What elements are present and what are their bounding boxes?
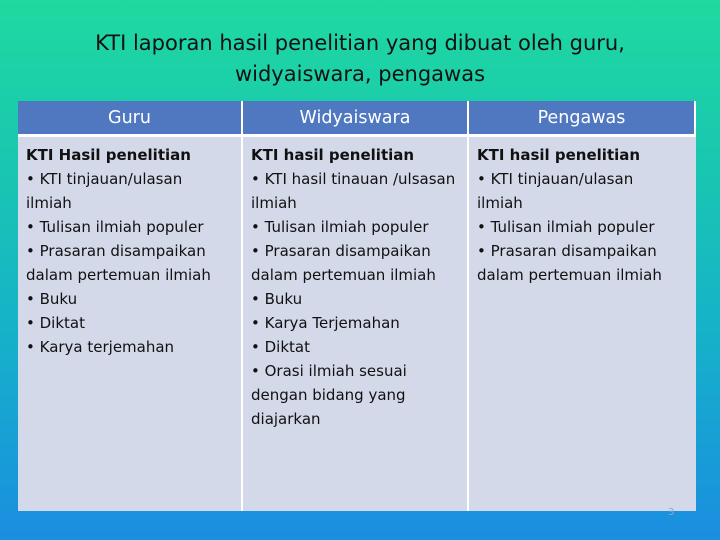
cell-head: KTI Hasil penelitian bbox=[26, 146, 191, 164]
header-guru: Guru bbox=[18, 101, 243, 137]
list-item: • Tulisan ilmiah populer bbox=[26, 218, 204, 236]
header-pengawas: Pengawas bbox=[469, 101, 696, 137]
cell-pengawas bbox=[469, 137, 696, 511]
slide-title bbox=[0, 28, 720, 90]
kti-table bbox=[18, 101, 696, 511]
list-item: • Karya terjemahan bbox=[26, 338, 175, 356]
list-item: diajarkan bbox=[251, 410, 321, 428]
list-item: • Prasaran disampaikan bbox=[477, 242, 657, 260]
list-item: dengan bidang yang bbox=[251, 386, 406, 404]
list-item: • KTI tinjauan/ulasan bbox=[26, 170, 183, 188]
list-item: dalam pertemuan ilmiah bbox=[251, 266, 436, 284]
list-item: ilmiah bbox=[26, 194, 72, 212]
list-item: • Tulisan ilmiah populer bbox=[477, 218, 655, 236]
list-item: • Karya Terjemahan bbox=[251, 314, 400, 332]
title-line-2: widyaiswara, pengawas bbox=[234, 62, 486, 86]
list-item: • Tulisan ilmiah populer bbox=[251, 218, 429, 236]
cell-guru bbox=[18, 137, 243, 511]
list-item: • KTI hasil tinauan /ulsasan bbox=[251, 170, 456, 188]
list-item: • Diktat bbox=[26, 314, 85, 332]
list-item: • Orasi ilmiah sesuai bbox=[251, 362, 407, 380]
list-item: • Diktat bbox=[251, 338, 310, 356]
list-item: dalam pertemuan ilmiah bbox=[477, 266, 662, 284]
list-item: ilmiah bbox=[251, 194, 297, 212]
list-item: • Buku bbox=[26, 290, 78, 308]
list-item: dalam pertemuan ilmiah bbox=[26, 266, 211, 284]
title-line-1: KTI laporan hasil penelitian yang dibuat oleh guru, bbox=[95, 31, 625, 55]
cell-widyaiswara bbox=[243, 137, 469, 511]
cell-head: KTI hasil penelitian bbox=[251, 146, 415, 164]
header-widyaiswara: Widyaiswara bbox=[243, 101, 469, 137]
list-item: • Prasaran disampaikan bbox=[251, 242, 431, 260]
list-item: ilmiah bbox=[477, 194, 523, 212]
page-number: 3 bbox=[668, 507, 675, 518]
list-item: • Buku bbox=[251, 290, 303, 308]
list-item: • KTI tinjauan/ulasan bbox=[477, 170, 634, 188]
cell-head: KTI hasil penelitian bbox=[477, 146, 641, 164]
list-item: • Prasaran disampaikan bbox=[26, 242, 206, 260]
